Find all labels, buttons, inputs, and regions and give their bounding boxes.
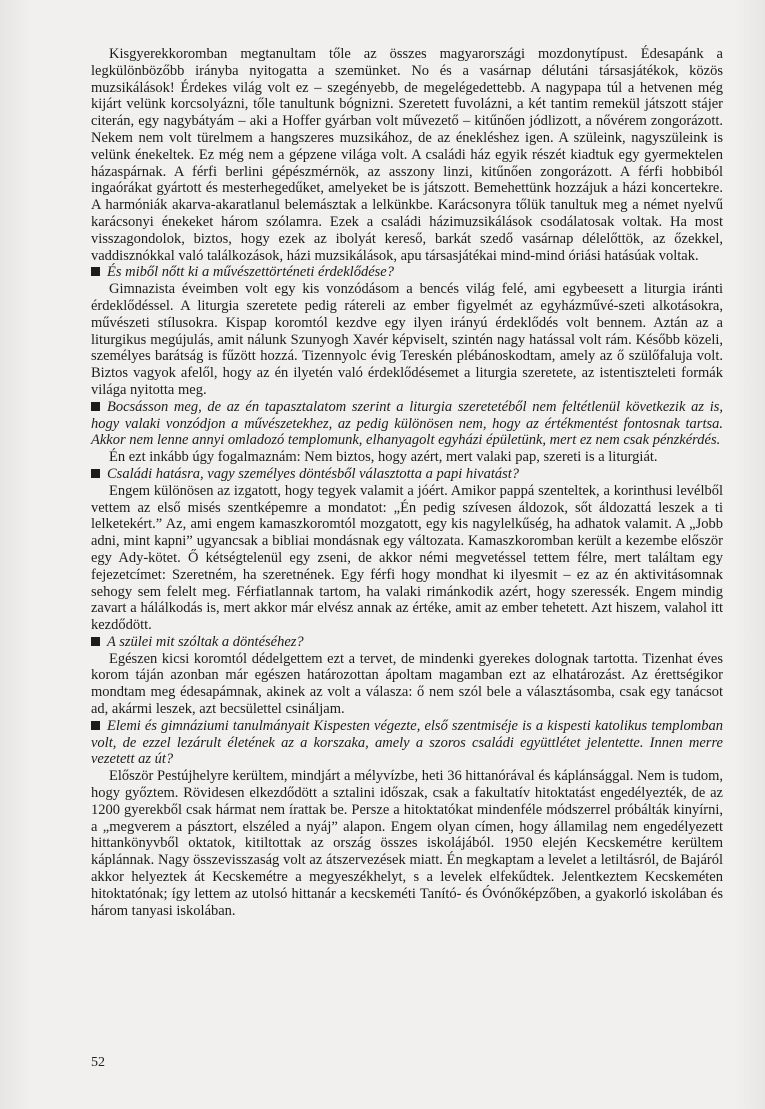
question-text: Családi hatásra, vagy személyes döntésből választotta a papi hivatást? [107, 465, 520, 482]
answer-paragraph: Egészen kicsi koromtól dédelgettem ezt a tervet, de mindenki gyerekes dolognak tartotta. Tizenhat éves korom táján azonban már egészen határozottan ápoltam magamban ezt az elhatározást. Az érettségikor mondtam meg édesapámnak, akinek az volt a válasza: ő nem szól bele a választásomba, csak egy tanácsot ad, akármi leszek, azt becsülettel csináljam. [91, 650, 723, 718]
question-paragraph [91, 399, 723, 449]
question-paragraph [91, 718, 723, 768]
answer-paragraph: Először Pestújhelyre kerültem, mindjárt a mélyvízbe, heti 36 hittanórával és káplánsággal. Nem is tudom, hogy győztem. Rövidesen elkezdődött a sztalini időszak, csak a fakultatív hitoktatást engedélyezték, de az 1200 gyerekből csak hármat nem írattak be. Persze a hitoktatókat mindenféle módszerrel próbálták kinyírni, a „megverem a pásztort, elszéled a nyáj” alapon. Engem olyan címen, hogy államilag nem engedélyezett hittankönyvből oktatok, kitiltottak az ország összes iskolájából. 1950 elején Kecskemétre kerültem káplánnak. Nagy összevisszaság volt az átszervezések miatt. Én megkaptam a levelet a letiltásról, de Bajáról akkor helyeztek át Kecskemétre a megyeszékhelyt, s a levelek elfekűdtek. Jelentkeztem Kecskeméten hitoktatónak; így lettem az utolsó hittanár a kecskeméti Tanító- és Óvónőképzőben, a gyakorló iskolában és három tanyasi iskolában. [91, 768, 723, 919]
answer-paragraph: Én ezt inkább úgy fogalmaznám: Nem biztos, hogy azért, mert valaki pap, szereti is a liturgiát. [109, 449, 658, 466]
interview-text [91, 46, 723, 919]
question-text: Bocsásson meg, de az én tapasztalatom szerint a liturgia szeretetéből nem feltétlenül következik az is, hogy valaki vonzódjon a művészetekhez, az pedig különösen nem, hogy az értékmentést fontosnak tartsa. Akkor nem lenne annyi omladozó templomunk, elhanyagolt egyházi épületünk, mert ez nem csak pénzkérdés. [91, 398, 723, 449]
question-text: Elemi és gimnáziumi tanulmányait Kispesten végezte, első szentmiséje is a kispesti katolikus templomban volt, de ezzel lezárult életének az a korszaka, amely a szoros családi együttlétet jelentette. Innen merre vezetett az út? [91, 717, 723, 768]
square-bullet-icon [91, 267, 100, 276]
answer-paragraph: Engem különösen az izgatott, hogy tegyek valamit a jóért. Amikor pappá szenteltek, a korinthusi levélből vettem az első misés szentképemre a mondatot: „Én pedig szívesen áldozok, sőt áldozattá leszek a ti lelketekért.” Az, ami engem kamaszkoromtól mozgatott, egy kis nagylelkűség, ha adhatok valamit. A „Jobb adni, mint kapni” ugyancsak a bibliai mondásnak egy változata. Kamaszkoromban került a kezembe először egy Ady-kötet. Ő kétségtelenül egy zseni, de akkor némi megvetéssel tettem félre, mert találtam egy fejezetcímet: Szeretném, ha szeretnének. Egy férfi hogy mondhat ki ilyesmit – ez az én aktivitásomnak sehogy sem felelt meg. Férfiatlannak tartom, ha valaki rimánkodik azért, hogy szeressék. Engem mindig zavart a hálálkodás is, mert akkor már elvész annak az értéke, amit az ember tehetett. Azt hiszem, valahol itt kezdődött. [91, 482, 723, 634]
answer-paragraph: Kisgyerekkoromban megtanultam tőle az összes magyarországi mozdonytípust. Édesapánk a legkülönbözőbb irányba nyitogatta a szemünket. No és a vasárnap délutáni társasjátékok, közös muzsikálások! Érdekes világ volt ez – szegényebb, de megelégedettebb. A nagypapa túl a hetvenen még kijárt velünk korcsolyázni, tőle tanultunk bógnizni. Szeretett fuvolázni, a két tantim remekül játszott stájer citerán, egy nagybátyám – aki a Hoffer gyárban volt művezető – kitűnően jódlizott, a nővérem zongorázott. Nekem nem volt türelmem a hangszeres muzsikához, de az énekléshez igen. A szüleink, nagyszüleink is velünk énekeltek. Ez még nem a gépzene világa volt. A családi ház egyik részét kiadtuk egy gyermektelen házaspárnak. A férfi berlini gépészmérnök, az asszony linzi, kitűnően zongorázott. A férfi hobbiból ingaórákat gyártott és mesterhegedűket, amelyeket be is játszott. Bemehettünk hozzájuk a házi koncertekre. A harmóniák akarva-akaratlanul belemásztak a lelkünkbe. Karácsonyra tőlük tanultuk meg a német nyelvű karácsonyi énekeket három szólamra. Ezek a családi házimuzsikálások csodálatosak voltak. Ha most visszagondolok, biztos, hogy ezek az ibolyát kereső, barkát szedő vasárnap délelőttök, az őzekkel, vaddisznókkal való találkozások, házi muzsikálások, apu társasjátékai mind-mind óriási hatásúak voltak. [91, 46, 723, 264]
question-paragraph [91, 466, 723, 483]
question-text: A szülei mit szóltak a döntéséhez? [107, 633, 304, 650]
page-number: 52 [91, 1055, 105, 1070]
square-bullet-icon [91, 402, 100, 411]
question-text: És miből nőtt ki a művészettörténeti érdeklődése? [107, 264, 394, 281]
square-bullet-icon [91, 721, 100, 730]
question-paragraph [91, 634, 723, 651]
square-bullet-icon [91, 637, 100, 646]
answer-paragraph: Gimnazista éveimben volt egy kis vonzódásom a bencés világ felé, ami egybeesett a liturgia iránti érdeklődéssel. A liturgia szeretete pedig rátereli az ember figyelmét az egyházművé-szeti alkotásokra, művészeti stílusokra. Kispap koromtól kezdve egy ilyen irányú érdeklődés volt bennem. Aztán az a liturgikus megújulás, amit nálunk Szunyogh Xavér képviselt, szintén nagy hatással volt rám. Később közeli, személyes barátság is fűzött hozzá. Tizennyolc évig Tereskén plébánoskodtam, amely az ő szülőfaluja volt. Biztos vagyok afelől, hogy az én ilyetén való érdeklődésemet a liturgia szeretete, az istentiszteleti formák világa nyitotta meg. [91, 281, 723, 398]
question-paragraph [91, 264, 723, 281]
square-bullet-icon [91, 469, 100, 478]
